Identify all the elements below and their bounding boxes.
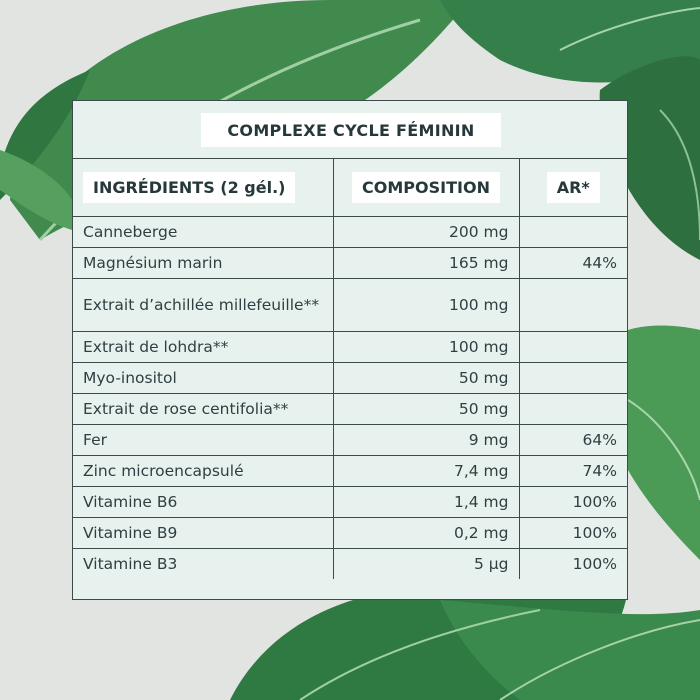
ingredient-cell: Extrait de lohdra** [73,332,333,363]
ingredient-cell: Extrait d’achillée millefeuille** [73,279,333,332]
ingredient-cell: Zinc microencapsulé [73,456,333,487]
table-title: COMPLEXE CYCLE FÉMININ [201,113,501,147]
ar-cell: 100% [519,518,627,549]
table-row [73,394,627,425]
ingredient-cell: Vitamine B6 [73,487,333,518]
ar-cell: 100% [519,487,627,518]
nutrition-card [72,100,628,600]
table-row [73,456,627,487]
ingredient-cell: Myo-inositol [73,363,333,394]
ar-cell [519,363,627,394]
table-row [73,248,627,279]
composition-cell: 100 mg [333,332,519,363]
ar-cell [519,279,627,332]
header-ar: AR* [519,159,627,217]
ingredient-cell: Vitamine B9 [73,518,333,549]
composition-cell: 9 mg [333,425,519,456]
ingredient-cell: Magnésium marin [73,248,333,279]
ingredient-cell: Vitamine B3 [73,549,333,580]
header-ingredients: INGRÉDIENTS (2 gél.) [73,159,333,217]
ingredient-cell: Fer [73,425,333,456]
ingredient-cell: Extrait de rose centifolia** [73,394,333,425]
composition-cell: 100 mg [333,279,519,332]
composition-cell: 200 mg [333,217,519,248]
ingredient-cell: Canneberge [73,217,333,248]
composition-cell: 165 mg [333,248,519,279]
ar-cell: 100% [519,549,627,580]
ar-cell: 74% [519,456,627,487]
header-row [73,159,627,217]
table-row [73,425,627,456]
table-row [73,363,627,394]
composition-cell: 50 mg [333,363,519,394]
ar-cell [519,394,627,425]
table-row [73,279,627,332]
table-row [73,518,627,549]
composition-cell: 0,2 mg [333,518,519,549]
table-row [73,487,627,518]
composition-table [73,158,627,579]
ar-cell [519,332,627,363]
composition-cell: 1,4 mg [333,487,519,518]
table-row [73,332,627,363]
table-row [73,217,627,248]
composition-cell: 7,4 mg [333,456,519,487]
composition-cell: 5 µg [333,549,519,580]
table-row [73,549,627,580]
ar-cell: 44% [519,248,627,279]
header-composition: COMPOSITION [333,159,519,217]
ar-cell: 64% [519,425,627,456]
composition-cell: 50 mg [333,394,519,425]
ar-cell [519,217,627,248]
